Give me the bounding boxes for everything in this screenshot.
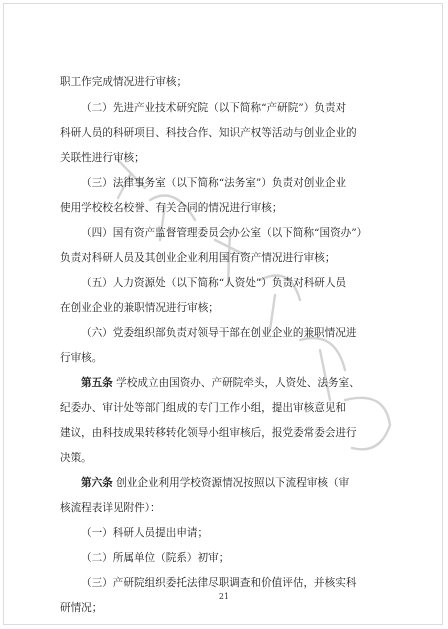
- paragraph-line: 科研人员的科研项目、科技合作、知识产权等活动与创业企业的: [60, 127, 357, 139]
- paragraph-line: 建议，由科技成果转移转化领导小组审核后，报党委常委会进行: [60, 427, 357, 439]
- article-6-line: [0, 476, 448, 490]
- paragraph-line: （三）产研院组织委托法律尽职调查和价值评估，并核实科: [81, 577, 357, 589]
- article-6-heading: 第六条: [81, 477, 113, 489]
- page-number: 21: [218, 592, 230, 601]
- article-6-text: 创业企业利用学校资源情况按照以下流程审核（审: [116, 477, 350, 489]
- article-5-text: 学校成立由国资办、产研院牵头，人资处、法务室、: [116, 377, 360, 389]
- paragraph-line: （二）先进产业技术研究院（以下简称“产研院”）负责对: [81, 102, 347, 114]
- article-5-heading: 第五条: [81, 377, 113, 389]
- paragraph-line: 行审核。: [60, 352, 103, 364]
- paragraph-line: （一）科研人员提出申请；: [81, 527, 209, 539]
- paragraph-line: 关联性进行审核；: [60, 152, 145, 164]
- paragraph-line: 纪委办、审计处等部门组成的专门工作小组，提出审核意见和: [60, 402, 347, 414]
- paragraph-line: 决策。: [60, 452, 92, 464]
- paragraph-line: （六）党委组织部负责对领导干部在创业企业的兼职情况进: [81, 327, 357, 339]
- paragraph-line: （三）法律事务室（以下简称“法务室”）负责对创业企业: [81, 177, 347, 189]
- paragraph-line: 职工作完成情况进行审核；: [60, 76, 188, 88]
- paragraph-line: 核流程表详见附件）：: [60, 502, 161, 514]
- paragraph-line: 研情况；: [60, 602, 103, 614]
- paragraph-line: （二）所属单位（院系）初审；: [81, 552, 230, 564]
- paragraph-line: （五）人力资源处（以下简称“人资处”）负责对科研人员: [81, 277, 347, 289]
- paragraph-line: 在创业企业的兼职情况进行审核；: [60, 302, 219, 314]
- paragraph-line: （四）国有资产监督管理委员会办公室（以下简称“国资办”）: [81, 227, 368, 239]
- paragraph-line: 负责对科研人员及其创业企业利用国有资产情况进行审核；: [60, 252, 336, 264]
- article-5-line: [0, 376, 448, 390]
- paragraph-line: 使用学校校名校誉、有关合同的情况进行审核；: [60, 202, 283, 214]
